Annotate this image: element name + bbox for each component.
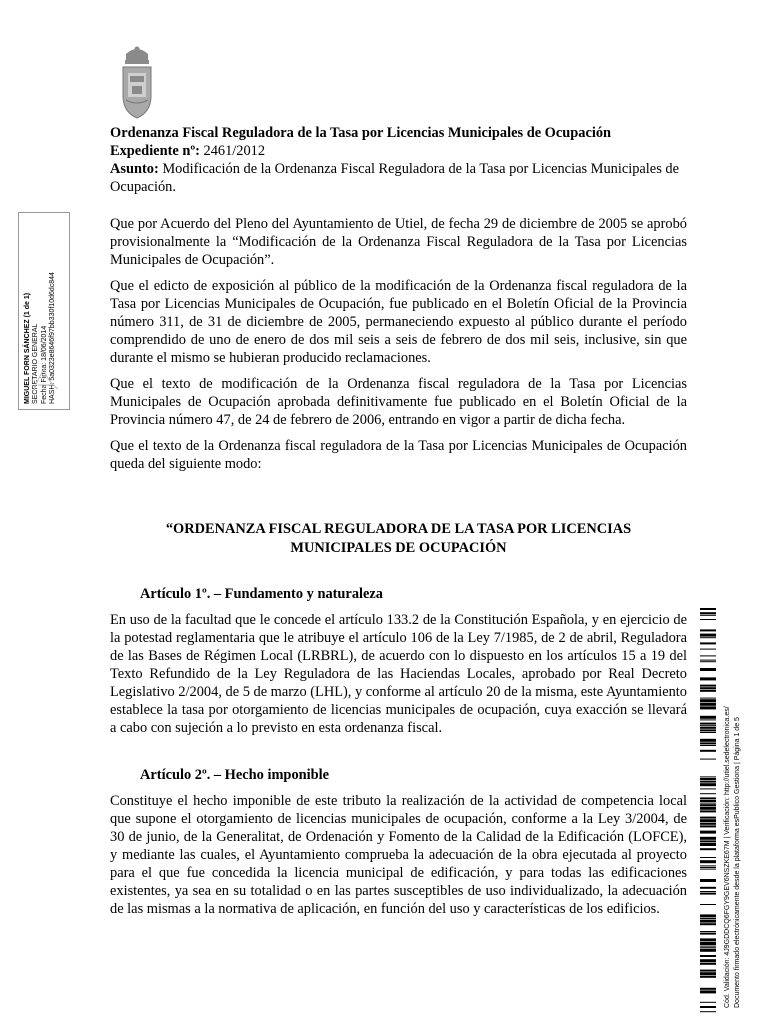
expediente-value: 2461/2012 xyxy=(199,143,266,159)
asunto-line xyxy=(110,160,687,196)
signature-hash: HASH: 5a0323e8646f97bb330f10d6dc844 xyxy=(48,272,56,404)
article-1-title: Artículo 1º. – Fundamento y naturaleza xyxy=(140,586,383,602)
article-1-text: En uso de la facultad que le concede el artículo 133.2 de la Constitución Española, y en ejercicio de la potestad reglamentaria que le atribuye el artículo 106 de la Ley 7/1985, de 2 de abril, Reguladora de las Bases de Régimen Local (LRBRL), de acuerdo con lo dispuesto en los artículos 15 a 19 del Texto Refundido de la Ley Reguladora de las Haciendas Locales, aprobado por Real Decreto Legislativo 2/2004, de 5 de marzo (LHL), y conforme al artículo 20 de la misma, este Ayuntamiento establece la tasa por otorgamiento de licencias municipales de ocupación, cuya exacción se llevará a cabo con sujeción a lo previsto en esta ordenanza fiscal. xyxy=(110,612,687,736)
asunto-value: Modificación de la Ordenanza Fiscal Reguladora de la Tasa por Licencias Municipales de Ocupación. xyxy=(110,161,679,195)
paragraph-publication: Que el texto de modificación de la Ordenanza fiscal reguladora de la Tasa por Licencias Municipales de Ocupación aprobada definitivamente fue publicado en el Boletín Oficial de la Provincia número 47, de 24 de febrero de 2006, entrando en vigor a partir de dicha fecha. xyxy=(110,376,687,428)
expediente-line xyxy=(110,142,687,160)
ordinance-title: “ORDENANZA FISCAL REGULADORA DE LA TASA POR LICENCIAS MUNICIPALES DE OCUPACIÓN xyxy=(165,521,632,556)
signature-date: Fecha Firma: 18/06/2014 xyxy=(40,325,48,404)
paragraph-edict: Que el edicto de exposición al público de la modificación de la Ordenanza fiscal reguladora de la Tasa por Licencias Municipales de Ocupación, fue publicado en el Boletín Oficial de la Provincia número 311, de 31 de diciembre de 2005, permaneciendo expuesto al público durante el período comprendido de uno de enero de dos mil seis a seis de febrero de dos mil seis, inclusive, sin que durante el mismo se hubieran producido reclamaciones. xyxy=(110,278,687,366)
article-2-title: Artículo 2º. – Hecho imponible xyxy=(140,767,330,783)
validation-code: Cód. Validación: 4J9GDDCQ6FGY9GEV6NSZKE67M | Verificación: http://utiel.sedelectronica.es/ xyxy=(724,706,731,1008)
expediente-label: Expediente nº: xyxy=(110,143,200,159)
signer-name: MIGUEL FORN SÁNCHEZ (1 de 1) xyxy=(24,292,31,404)
paragraph-text-intro: Que el texto de la Ordenanza fiscal reguladora de la Tasa por Licencias Municipales de Ocupación queda del siguiente modo: xyxy=(110,438,687,472)
document-body xyxy=(110,124,687,926)
validation-block xyxy=(723,706,742,1008)
article-2-text: Constituye el hecho imponible de este tributo la realización de la actividad de competencia local que supone el otorgamiento de licencias municipales de ocupación, conforme a la Ley 3/2004, de 30 de junio, de la Generalitat, de Ordenación y Fomento de la Calidad de la Edificación (LOFCE), y mediante las cuales, el Ayuntamiento comprueba la adecuación de la obra ejecutada al proyecto para el que fue concedida la licencia municipal de edificación, y para todas las edificaciones existentes, ya sea en su totalidad o en las partes susceptibles de uso individualizado, la adecuación de las mismas a la normativa de aplicación, en función del uso y características de los edificios. xyxy=(110,793,687,917)
paragraph-approval: Que por Acuerdo del Pleno del Ayuntamiento de Utiel, de fecha 29 de diciembre de 2005 se aprobó provisionalmente la “Modificación de la Ordenanza Fiscal Reguladora de la Tasa por Licencias Municipales de Ocupación”. xyxy=(110,216,687,268)
validation-platform: Documento firmado electrónicamente desde la plataforma esPublico Gestiona | Página 1 de 5 xyxy=(733,717,741,1008)
asunto-label: Asunto: xyxy=(110,161,159,177)
signer-role: SECRETARIO GENERAL xyxy=(32,323,40,404)
validation-barcode xyxy=(700,608,716,1015)
signature-mark-icon xyxy=(28,363,64,399)
coat-of-arms-icon xyxy=(118,40,156,120)
document-title: Ordenanza Fiscal Reguladora de la Tasa por Licencias Municipales de Ocupación xyxy=(110,125,612,141)
